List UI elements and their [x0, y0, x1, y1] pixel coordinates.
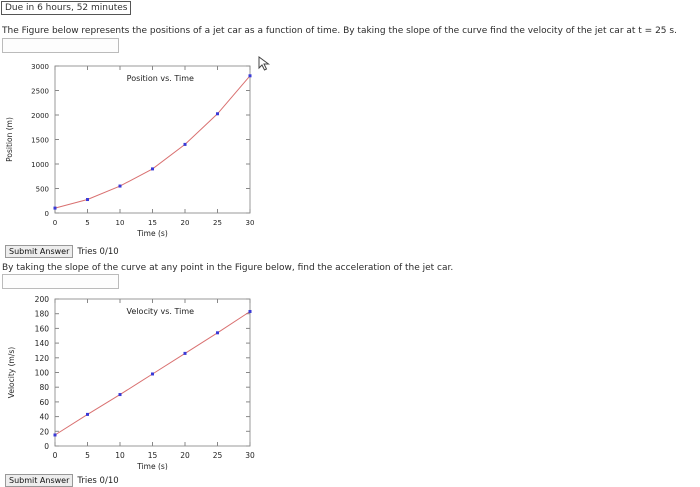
data-point — [151, 372, 154, 375]
data-point — [54, 433, 57, 436]
x-tick-label: 30 — [245, 451, 255, 460]
y-tick-label: 20 — [39, 427, 49, 437]
x-tick-label: 15 — [147, 451, 158, 460]
y-tick-label: 160 — [34, 324, 49, 334]
y-tick-label: 1000 — [31, 161, 49, 169]
data-point — [249, 74, 252, 77]
velocity-vs-time-chart — [0, 290, 260, 470]
data-point — [54, 207, 57, 210]
tries-2-counter: Tries 0/10 — [77, 475, 119, 486]
data-point — [184, 143, 187, 146]
mouse-cursor-icon — [258, 56, 272, 72]
question-2-text: By taking the slope of the curve at any point in the Figure below, find the acceleration of the jet car. — [2, 263, 454, 273]
x-tick-label: 15 — [148, 219, 157, 227]
y-tick-label: 1500 — [31, 136, 49, 145]
x-tick-label: 0 — [52, 451, 58, 460]
y-tick-label: 200 — [34, 295, 49, 304]
y-tick-label: 2500 — [31, 87, 49, 96]
x-tick-label: 20 — [180, 219, 190, 227]
y-tick-label: 120 — [34, 353, 49, 363]
due-timer: Due in 6 hours, 52 minutes — [1, 1, 131, 15]
answer-1-field[interactable] — [2, 38, 119, 53]
x-tick-label: 5 — [85, 451, 90, 460]
submit-row-2 — [5, 474, 119, 487]
y-axis-label: Velocity (m/s) — [7, 346, 16, 399]
chart-title: Position vs. Time — [126, 74, 194, 83]
data-point — [216, 112, 219, 115]
data-point — [216, 331, 219, 334]
y-tick-label: 180 — [34, 309, 49, 319]
x-tick-label: 5 — [85, 219, 90, 227]
y-tick-label: 140 — [34, 339, 49, 349]
data-point — [151, 167, 154, 170]
y-tick-label: 500 — [35, 185, 49, 194]
y-tick-label: 60 — [39, 397, 49, 407]
data-point — [119, 393, 122, 396]
question-1-text: The Figure below represents the positions of a jet car as a function of time. By taking the slope of the curve find the velocity of the jet car at t = 25 s. — [2, 26, 677, 36]
x-tick-label: 25 — [213, 219, 222, 227]
position-vs-time-chart — [0, 56, 260, 246]
x-tick-label: 25 — [212, 451, 223, 460]
submit-answer-1-button[interactable]: Submit Answer — [5, 245, 73, 258]
answer-2-field[interactable] — [2, 274, 119, 289]
y-tick-label: 0 — [44, 442, 49, 451]
chart-title: Velocity vs. Time — [126, 307, 195, 316]
data-point — [119, 185, 122, 188]
y-tick-label: 3000 — [31, 63, 49, 71]
data-point — [86, 413, 89, 416]
submit-row-1 — [5, 245, 119, 258]
tries-1-counter: Tries 0/10 — [77, 246, 119, 257]
y-tick-label: 0 — [44, 210, 49, 218]
y-tick-label: 80 — [39, 383, 49, 393]
x-tick-label: 30 — [245, 219, 255, 227]
y-tick-label: 40 — [39, 412, 49, 422]
x-tick-label: 20 — [180, 451, 190, 460]
x-tick-label: 0 — [52, 219, 58, 227]
data-point — [249, 310, 252, 313]
plot-frame — [55, 66, 250, 213]
data-point — [86, 198, 89, 201]
x-tick-label: 10 — [115, 219, 125, 227]
data-point — [184, 352, 187, 355]
x-axis-label: Time (s) — [137, 229, 168, 238]
y-axis-label: Position (m) — [5, 117, 14, 162]
submit-answer-2-button[interactable]: Submit Answer — [5, 474, 73, 487]
x-tick-label: 10 — [115, 451, 125, 460]
y-tick-label: 100 — [34, 368, 49, 378]
y-tick-label: 2000 — [31, 112, 49, 120]
x-axis-label: Time (s) — [137, 462, 168, 470]
